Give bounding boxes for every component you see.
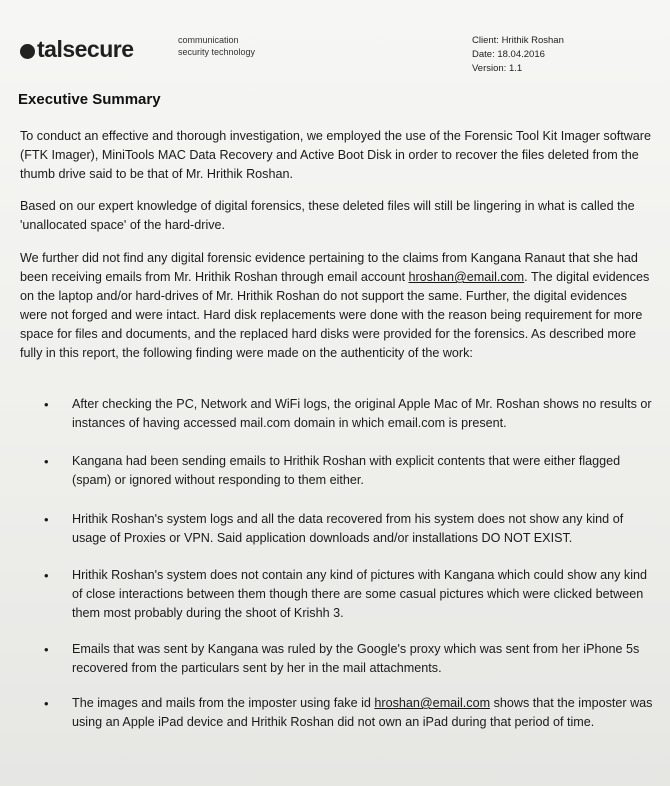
paragraph-2: Based on our expert knowledge of digital forensics, these deleted files will still be lingering in what is called the 'unallocated space' of the hard-drive. <box>20 199 635 232</box>
client-line: Client: Hrithik Roshan <box>472 35 564 46</box>
email-address: hroshan@email.com <box>408 270 525 284</box>
paragraph-3-text-b: . The digital evidences on the laptop and/or hard-drives of Mr. Hrithik Roshan do not support the same. Further, the digital evidences were not forged and were intact. Hard disk replacements were done with the reason being requirement for more space for files and documents, and the replaced hard disks were provided for the forensics. As described more fully in this report, the following finding were made on the authenticity of the work: <box>20 270 650 360</box>
bullet-dot-icon: • <box>44 568 49 583</box>
finding-text: Hrithik Roshan's system does not contain any kind of pictures with Kangana which could show any kind of close interactions between them though there are some casual pictures which were clicked between them most probably during the shoot of Krishh 3. <box>72 568 648 620</box>
version-line: Version: 1.1 <box>472 63 523 74</box>
finding-text: Emails that was sent by Kangana was ruled by the Google's proxy which was sent from her iPhone 5s recovered from the particulars sent by her in the mail attachments. <box>72 642 640 675</box>
logo-wordmark: talsecure <box>37 36 134 62</box>
finding-text: After checking the PC, Network and WiFi logs, the original Apple Mac of Mr. Roshan shows no results or instances of having accessed mail.com domain in which email.com is present. <box>72 397 652 430</box>
bullet-dot-icon: • <box>44 642 49 657</box>
logo-dot-icon <box>20 44 35 59</box>
finding-text: Hrithik Roshan's system logs and all the data recovered from his system does not show any kind of usage of Proxies or VPN. Said application downloads and/or installations DO NOT EXIST. <box>72 512 624 545</box>
tagline-line-2: security technology <box>178 47 256 57</box>
bullet-dot-icon: • <box>44 696 49 711</box>
tagline-line-1: communication <box>178 35 239 45</box>
finding-text: Kangana had been sending emails to Hrithik Roshan with explicit contents that were either flagged (spam) or ignored without responding to them either. <box>72 454 621 487</box>
finding-text <box>72 694 656 732</box>
date-line: Date: 18.04.2016 <box>472 49 545 60</box>
document-meta <box>472 34 564 76</box>
paragraph-1: To conduct an effective and thorough investigation, we employed the use of the Forensic Tool Kit Imager software (FTK Imager), MiniTools MAC Data Recovery and Active Boot Disk in order to recover the files deleted from the thumb drive said to be that of Mr. Hrithik Roshan. <box>20 129 651 181</box>
company-logo <box>20 36 134 63</box>
bullet-dot-icon: • <box>44 512 49 527</box>
document-header <box>20 34 650 86</box>
paragraph-3 <box>20 249 656 363</box>
bullet-dot-icon: • <box>44 397 49 412</box>
email-address: hroshan@email.com <box>374 696 491 710</box>
bullet-dot-icon: • <box>44 454 49 469</box>
section-title: Executive Summary <box>18 91 161 108</box>
paragraph-3-text-a: We further did not find any digital forensic evidence pertaining to the claims from Kangana Ranaut that she had been receiving emails from Mr. Hrithik Roshan through email account <box>20 251 638 284</box>
company-tagline <box>178 34 255 58</box>
finding-text-b: shows that the imposter was using an Apple iPad device and Hrithik Roshan did not own an iPad during that period of time. <box>72 696 653 729</box>
finding-text-a: The images and mails from the imposter using fake id <box>72 696 375 710</box>
